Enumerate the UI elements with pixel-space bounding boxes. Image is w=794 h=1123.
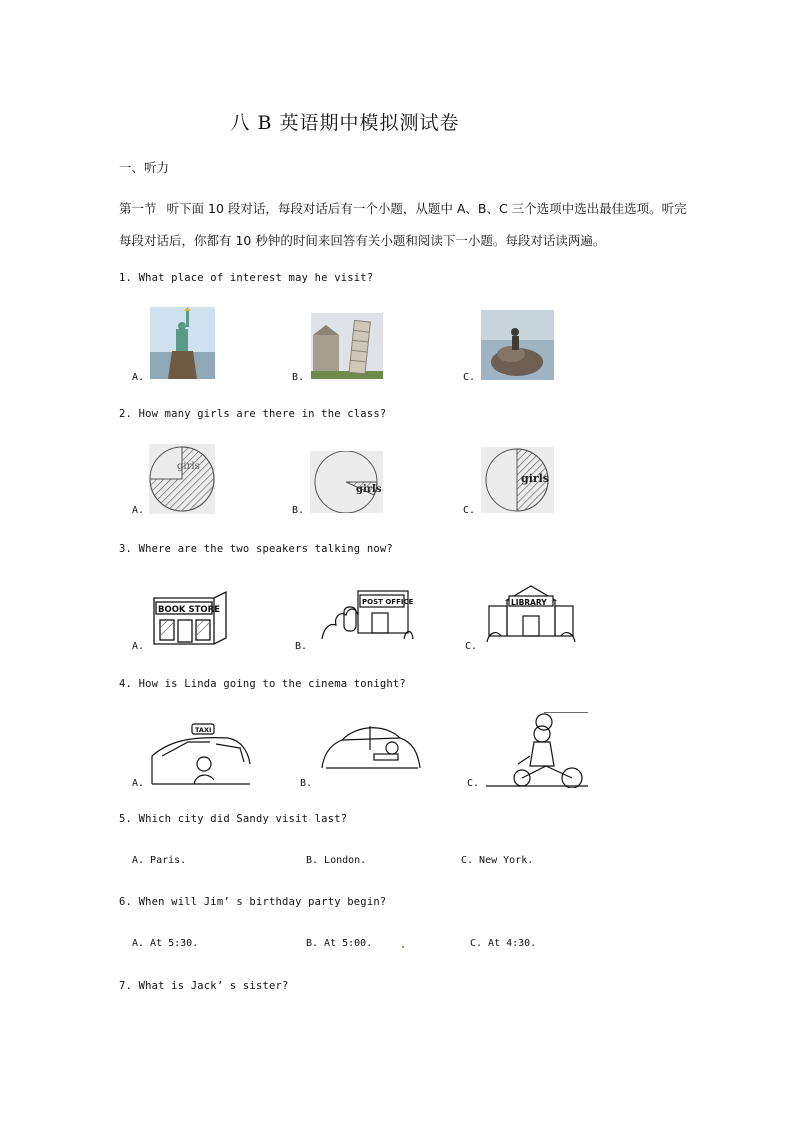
stray-mark	[402, 946, 404, 948]
q4-option-b: B.	[300, 778, 313, 789]
library-image	[485, 580, 577, 644]
question-3: 3. Where are the two speakers talking now?	[119, 543, 393, 555]
car-image	[318, 720, 422, 772]
q3-option-b: B.	[295, 641, 308, 652]
question-2: 2. How many girls are there in the class?	[119, 408, 387, 420]
q3-option-c: C.	[465, 641, 478, 652]
part-label: 第一节	[119, 201, 157, 216]
section-heading: 一、听力	[119, 160, 170, 175]
statue-of-liberty-image	[150, 307, 215, 379]
book-store-sign: BOOK STORE	[158, 605, 220, 615]
q4-option-a: A.	[132, 778, 145, 789]
instructions-line-2: 每段对话后，你都有 10 秒钟的时间来回答有关小题和阅读下一小题。每段对话读两遍。	[119, 233, 606, 248]
q2-option-b: B.	[292, 505, 305, 516]
q5-option-a: A. Paris.	[132, 855, 187, 866]
taxi-sign: TAXI	[195, 726, 212, 734]
q4-option-c: C.	[467, 778, 480, 789]
instructions-line-1	[119, 199, 687, 217]
q1-option-a: A.	[132, 372, 145, 383]
pie-a-label: girls	[177, 461, 200, 472]
q3-option-a: A.	[132, 641, 145, 652]
q6-option-b: B. At 5:00.	[306, 938, 373, 949]
q1-option-b: B.	[292, 372, 305, 383]
pie-chart-b	[310, 451, 383, 513]
pie-chart-c	[481, 447, 554, 513]
question-7: 7. What is Jack’ s sister?	[119, 980, 289, 992]
taxi-image	[148, 720, 252, 786]
question-5: 5. Which city did Sandy visit last?	[119, 813, 348, 825]
pie-b-label: girls	[356, 484, 382, 495]
page-title: 八 B 英语期中模拟测试卷	[230, 112, 460, 134]
leaning-tower-of-pisa-image	[311, 313, 383, 379]
library-sign: LIBRARY	[511, 598, 547, 607]
q5-option-b: B. London.	[306, 855, 367, 866]
post-office-image	[320, 583, 415, 641]
q1-option-c: C.	[463, 372, 476, 383]
q6-option-a: A. At 5:30.	[132, 938, 199, 949]
question-4: 4. How is Linda going to the cinema tonight?	[119, 678, 406, 690]
instructions-text-1: 听下面 10 段对话，每段对话后有一个小题，从题中 A、B、C 三个选项中选出最佳选项。听完	[166, 201, 687, 216]
little-mermaid-image	[481, 310, 554, 380]
pie-chart-a	[149, 444, 215, 514]
q5-option-c: C. New York.	[461, 855, 534, 866]
bicycle-image	[484, 712, 588, 788]
book-store-image	[150, 588, 230, 646]
question-1: 1. What place of interest may he visit?	[119, 272, 374, 284]
q6-option-c: C. At 4:30.	[470, 938, 537, 949]
pie-c-label: girls	[521, 472, 550, 485]
question-6: 6. When will Jim’ s birthday party begin?	[119, 896, 387, 908]
post-office-sign: POST OFFICE	[362, 598, 414, 606]
q2-option-a: A.	[132, 505, 145, 516]
q2-option-c: C.	[463, 505, 476, 516]
